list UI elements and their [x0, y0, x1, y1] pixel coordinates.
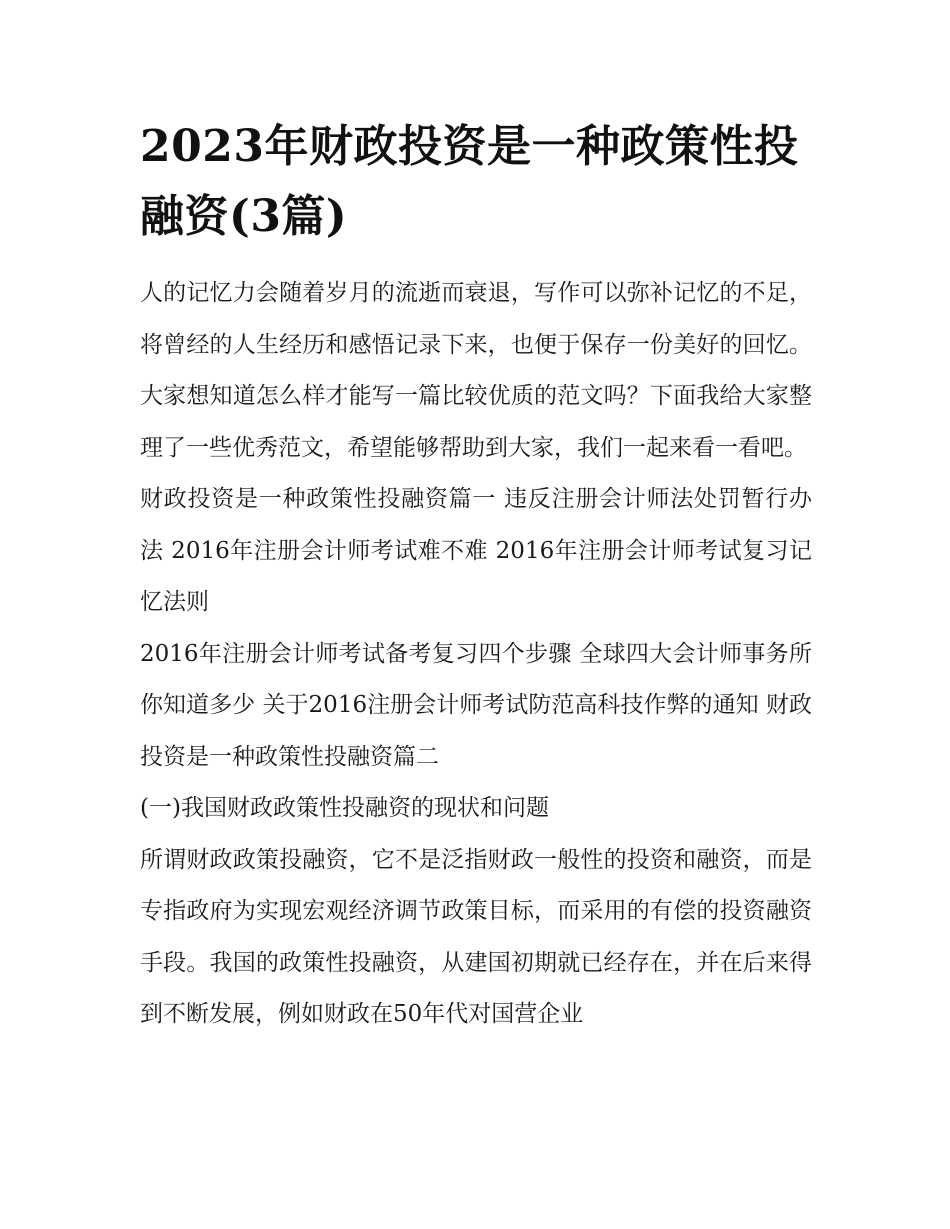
- body-paragraph-1: 财政投资是一种政策性投融资篇一 违反注册会计师法处罚暂行办法 2016年注册会计师考试难不难 2016年注册会计师考试复习记忆法则: [140, 486, 812, 615]
- document-content: [140, 112, 812, 1041]
- section-heading: (一)我国财政政策性投融资的现状和问题: [140, 795, 549, 821]
- body-paragraph-3: 所谓财政政策投融资，它不是泛指财政一般性的投资和融资，而是专指政府为实现宏观经济调节政策目标，而采用的有偿的投资融资手段。我国的政策性投融资，从建国初期就已经存在，并在后来得到不断发展，例如财政在50年代对国营企业: [140, 846, 812, 1027]
- document-title: 2023年财政投资是一种政策性投融资(3篇): [140, 121, 799, 242]
- body-paragraph-2: 2016年注册会计师考试备考复习四个步骤 全球四大会计师事务所你知道多少 关于2016注册会计师考试防范高科技作弊的通知 财政投资是一种政策性投融资篇二: [140, 640, 812, 770]
- intro-paragraph: 人的记忆力会随着岁月的流逝而衰退，写作可以弥补记忆的不足，将曾经的人生经历和感悟记录下来，也便于保存一份美好的回忆。大家想知道怎么样才能写一篇比较优质的范文吗？下面我给大家整理了一些优秀范文，希望能够帮助到大家，我们一起来看一看吧。: [140, 280, 812, 461]
